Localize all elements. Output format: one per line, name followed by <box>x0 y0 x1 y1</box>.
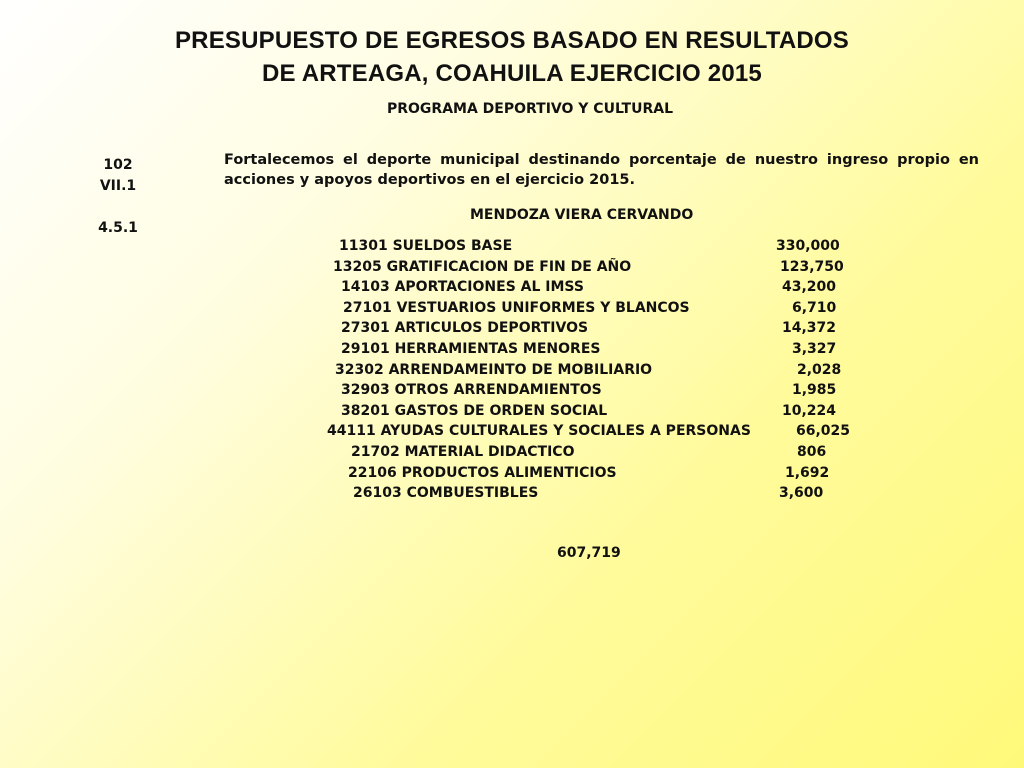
budget-row-amount: 123,750 <box>780 258 844 275</box>
budget-row-amount: 330,000 <box>776 238 840 254</box>
budget-row-label: 38201 GASTOS DE ORDEN SOCIAL <box>341 402 608 419</box>
budget-row-label: 13205 GRATIFICACION DE FIN DE AÑO <box>333 258 632 275</box>
budget-row-amount: 66,025 <box>796 423 851 440</box>
budget-row-amount: 3,600 <box>779 485 824 502</box>
budget-row-amount: 1,985 <box>792 382 837 399</box>
budget-row-label: 11301 SUELDOS BASE <box>339 238 513 254</box>
code-102: 102 <box>103 157 133 173</box>
budget-row-label: 32903 OTROS ARRENDAMIENTOS <box>341 382 602 399</box>
budget-row-label: 14103 APORTACIONES AL IMSS <box>341 279 584 296</box>
responsible-name: MENDOZA VIERA CERVANDO <box>470 207 694 223</box>
budget-row-amount: 6,710 <box>792 299 837 316</box>
budget-row-amount: 43,200 <box>782 279 837 296</box>
budget-row-label: 32302 ARRENDAMEINTO DE MOBILIARIO <box>335 361 653 378</box>
budget-row-label: 27301 ARTICULOS DEPORTIVOS <box>341 320 589 337</box>
title-line-1: PRESUPUESTO DE EGRESOS BASADO EN RESULTADOS <box>174 27 850 54</box>
budget-row-amount: 806 <box>797 444 827 460</box>
budget-row-amount: 14,372 <box>782 320 837 337</box>
budget-row-label: 21702 MATERIAL DIDACTICO <box>351 444 575 460</box>
budget-total: 607,719 <box>557 545 621 561</box>
budget-row-amount: 2,028 <box>797 361 842 378</box>
code-4-5-1: 4.5.1 <box>98 220 138 236</box>
budget-row-amount: 1,692 <box>785 464 830 481</box>
program-subtitle: PROGRAMA DEPORTIVO Y CULTURAL <box>386 101 674 117</box>
budget-row-label: 27101 VESTUARIOS UNIFORMES Y BLANCOS <box>343 299 690 316</box>
budget-row-label: 26103 COMBUESTIBLES <box>353 485 539 502</box>
budget-row-label: 44111 AYUDAS CULTURALES Y SOCIALES A PERSONAS <box>327 423 751 440</box>
budget-row-label: 29101 HERRAMIENTAS MENORES <box>341 341 601 357</box>
program-description: Fortalecemos el deporte municipal destinando porcentaje de nuestro ingreso propio en acciones y apoyos deportivos en el ejercicio 2015. <box>224 152 979 188</box>
title-line-2: DE ARTEAGA, COAHUILA EJERCICIO 2015 <box>262 60 762 87</box>
code-vii-1: VII.1 <box>99 178 137 194</box>
budget-row-amount: 3,327 <box>792 341 837 357</box>
budget-row-amount: 10,224 <box>782 402 837 419</box>
budget-row-label: 22106 PRODUCTOS ALIMENTICIOS <box>348 464 617 481</box>
